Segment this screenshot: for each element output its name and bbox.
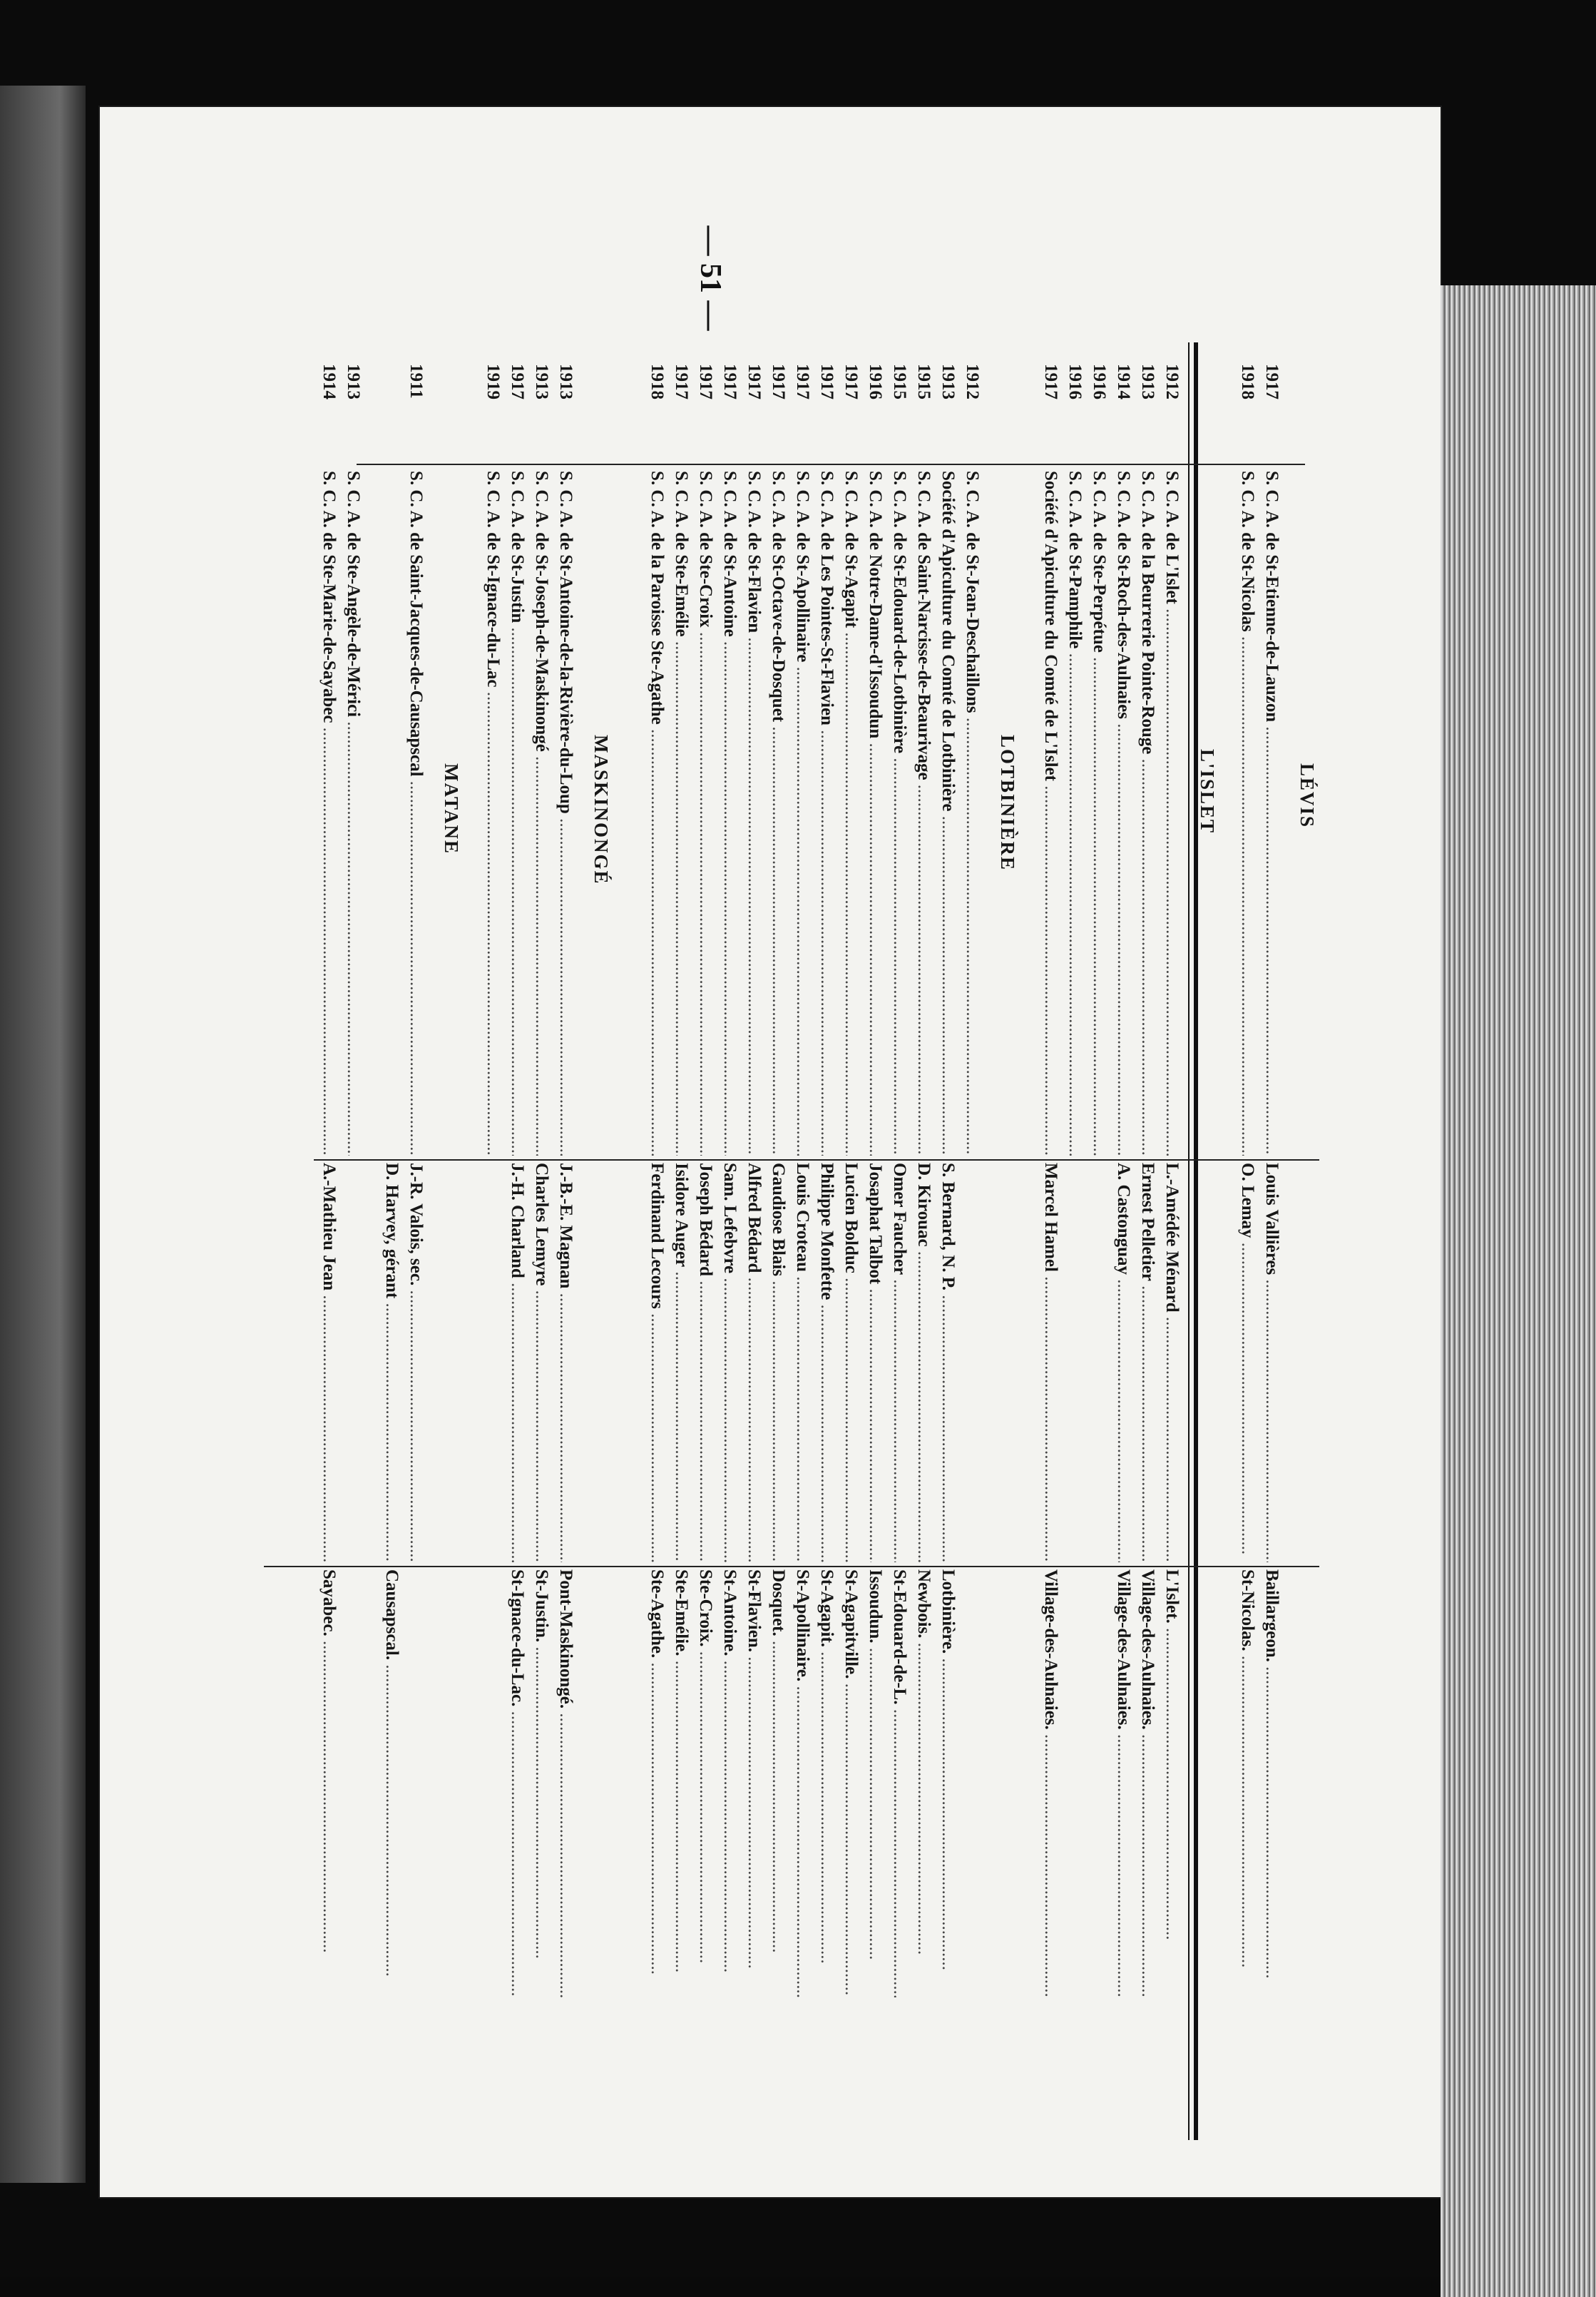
- year-cell: 1913: [344, 364, 363, 399]
- table-row: [717, 364, 742, 2005]
- place-cell: Ste-Croix. .....: [693, 1569, 717, 1997]
- society-cell: S. C. A. de Ste-Croix .....: [693, 471, 717, 1156]
- year-cell: 1913: [556, 364, 576, 399]
- year-cell: 1916: [866, 364, 885, 399]
- table-row: [1160, 364, 1184, 2005]
- place-cell: Lotbinière. .....: [936, 1569, 960, 1997]
- society-cell: S. C. A. de St-Etienne-de-Lauzon .....: [1259, 471, 1284, 1156]
- table-row: [553, 364, 578, 2005]
- table-row: [1038, 364, 1063, 2005]
- society-cell: S. C. A. de St-Pamphile .....: [1063, 471, 1087, 1156]
- section-title: MATANE: [441, 763, 462, 855]
- place-cell: Newbois. .....: [911, 1569, 936, 1997]
- place-cell: St-Ignace-du-Lac. .....: [505, 1569, 529, 1997]
- table-row: [1259, 364, 1284, 2005]
- place-cell: St-Edouard-de-L. .....: [887, 1569, 911, 1997]
- year-cell: 1917: [672, 364, 691, 399]
- person-cell: D. Kirouac .....: [911, 1163, 936, 1562]
- person-cell: Louis Vallières .....: [1259, 1163, 1284, 1562]
- table-row: [505, 364, 529, 2005]
- society-cell: S. C. A. de Ste-Marie-de-Sayabec .....: [317, 471, 341, 1156]
- society-cell: S. C. A. de la Beurrerie Pointe-Rouge .....: [1135, 471, 1160, 1156]
- year-cell: 1917: [720, 364, 740, 399]
- table-row: [766, 364, 790, 2005]
- year-cell: 1914: [1114, 364, 1133, 399]
- book-page: [100, 107, 1441, 2197]
- society-cell: Société d'Apiculture du Comté de Lotbinière .....: [936, 471, 960, 1156]
- person-cell: Charles Lemyre .....: [529, 1163, 553, 1562]
- table-row: [481, 364, 505, 2005]
- year-cell: 1917: [508, 364, 527, 399]
- year-cell: 1915: [914, 364, 933, 399]
- society-cell: S. C. A. de St-Ignace-du-Lac .....: [481, 471, 505, 1156]
- table-row: [790, 364, 814, 2005]
- place-cell: St-Agapit. .....: [814, 1569, 839, 1997]
- year-cell: 1913: [938, 364, 958, 399]
- society-cell: S. C. A. de St-Roch-des-Aulnaies .....: [1111, 471, 1135, 1156]
- place-cell: Pont-Maskinongé. .....: [553, 1569, 578, 1997]
- table-row: [404, 364, 428, 2005]
- society-cell: S. C. A. de St-Apollinaire .....: [790, 471, 814, 1156]
- year-cell: 1913: [1138, 364, 1157, 399]
- year-cell: 1916: [1065, 364, 1085, 399]
- person-cell: S. Bernard, N. P. .....: [936, 1163, 960, 1562]
- place-cell: Ste-Agathe. .....: [645, 1569, 669, 1997]
- section-title: LOTBINIÈRE: [997, 735, 1018, 872]
- section-title: L'ISLET: [1197, 749, 1218, 835]
- table-row: [529, 364, 553, 2005]
- year-cell: 1917: [745, 364, 764, 399]
- table-row: [839, 364, 863, 2005]
- section-title: LÉVIS: [1296, 763, 1318, 829]
- person-cell: Louis Croteau .....: [790, 1163, 814, 1562]
- person-cell: Ferdinand Lecours .....: [645, 1163, 669, 1562]
- table-row: [669, 364, 693, 2005]
- society-cell: S. C. A. de St-Joseph-de-Maskinongé .....: [529, 471, 553, 1156]
- society-cell: S. C. A. de Saint-Jacques-de-Causapscal .....: [404, 471, 428, 1156]
- page-number: — 51 —: [694, 225, 727, 331]
- person-cell: J.-B.-E. Magnan .....: [553, 1163, 578, 1562]
- place-cell: St-Justin. .....: [529, 1569, 553, 1997]
- table-row: [887, 364, 911, 2005]
- person-cell: A. Castonguay .....: [1111, 1163, 1135, 1562]
- page-stack-edge: [1441, 285, 1596, 2297]
- table-row: [693, 364, 717, 2005]
- table-row: [863, 364, 887, 2005]
- year-cell: 1917: [1041, 364, 1060, 399]
- year-cell: 1912: [963, 364, 982, 399]
- place-cell: Causapscal. .....: [379, 1569, 404, 1997]
- table-row: [1063, 364, 1087, 2005]
- table-row: [1235, 364, 1259, 2005]
- year-cell: 1917: [817, 364, 837, 399]
- person-cell: A.-Mathieu Jean .....: [317, 1163, 341, 1562]
- year-cell: 1917: [696, 364, 715, 399]
- person-cell: Isidore Auger .....: [669, 1163, 693, 1562]
- table-row: [645, 364, 669, 2005]
- table-row: [341, 364, 365, 2005]
- person-cell: Ernest Pelletier .....: [1135, 1163, 1160, 1562]
- section-title: MASKINONGÉ: [590, 735, 612, 885]
- society-cell: S. C. A. de Saint-Narcisse-de-Beaurivage .....: [911, 471, 936, 1156]
- society-cell: S. C. A. de St-Justin .....: [505, 471, 529, 1156]
- society-cell: S. C. A. de Notre-Dame-d'Issoudun .....: [863, 471, 887, 1156]
- person-cell: Sam. Lefebvre .....: [717, 1163, 742, 1562]
- table-row: [911, 364, 936, 2005]
- table-row: [960, 364, 984, 2005]
- place-cell: Dosquet. .....: [766, 1569, 790, 1997]
- table-row: [1135, 364, 1160, 2005]
- person-cell: J.-R. Valois, sec. .....: [404, 1163, 428, 1562]
- left-page-edge: [0, 86, 86, 2183]
- place-cell: St-Agapitville. .....: [839, 1569, 863, 1997]
- year-cell: 1919: [484, 364, 503, 399]
- society-cell: Société d'Apiculture du Comté de L'Islet .....: [1038, 471, 1063, 1156]
- year-cell: 1917: [793, 364, 812, 399]
- society-cell: S. C. A. de St-Antoine-de-la-Rivière-du-Loup .....: [553, 471, 578, 1156]
- person-cell: Philippe Monfette .....: [814, 1163, 839, 1562]
- table-row: [1111, 364, 1135, 2005]
- table-row: [936, 364, 960, 2005]
- society-cell: S. C. A. de Les Pointes-St-Flavien .....: [814, 471, 839, 1156]
- year-cell: 1917: [1262, 364, 1282, 399]
- society-cell: S. C. A. de L'Islet .....: [1160, 471, 1184, 1156]
- place-cell: Village-des-Aulnaies. .....: [1135, 1569, 1160, 1997]
- table-row: [1087, 364, 1111, 2005]
- place-cell: Issoudun. .....: [863, 1569, 887, 1997]
- person-cell: Gaudiose Blais .....: [766, 1163, 790, 1562]
- table-row: [742, 364, 766, 2005]
- person-cell: Lucien Bolduc .....: [839, 1163, 863, 1562]
- society-cell: S. C. A. de St-Nicolas .....: [1235, 471, 1259, 1156]
- place-cell: Village-des-Aulnaies. .....: [1111, 1569, 1135, 1997]
- place-cell: L'Islet. .....: [1160, 1569, 1184, 1997]
- society-cell: S. C. A. de la Paroisse Ste-Agathe .....: [645, 471, 669, 1156]
- year-cell: 1913: [532, 364, 551, 399]
- table-row: [379, 364, 404, 2005]
- person-cell: Omer Faucher .....: [887, 1163, 911, 1562]
- place-cell: Sayabec. .....: [317, 1569, 341, 1997]
- person-cell: D. Harvey, gérant .....: [379, 1163, 404, 1562]
- place-cell: St-Apollinaire. .....: [790, 1569, 814, 1997]
- table-row: [814, 364, 839, 2005]
- table-row: [317, 364, 341, 2005]
- person-cell: Alfred Bédard .....: [742, 1163, 766, 1562]
- society-cell: S. C. A. de St-Octave-de-Dosquet .....: [766, 471, 790, 1156]
- year-cell: 1918: [648, 364, 667, 399]
- person-cell: O. Lemay .....: [1235, 1163, 1259, 1562]
- year-cell: 1912: [1162, 364, 1182, 399]
- society-cell: S. C. A. de St-Flavien .....: [742, 471, 766, 1156]
- society-cell: S. C. A. de St-Edouard-de-Lotbinière .....: [887, 471, 911, 1156]
- person-cell: Marcel Hamel .....: [1038, 1163, 1063, 1562]
- place-cell: St-Flavien. .....: [742, 1569, 766, 1997]
- place-cell: St-Nicolas. .....: [1235, 1569, 1259, 1997]
- place-cell: St-Antoine. .....: [717, 1569, 742, 1997]
- society-cell: S. C. A. de St-Agapit .....: [839, 471, 863, 1156]
- year-cell: 1911: [406, 364, 426, 399]
- society-cell: S. C. A. de St-Jean-Deschaillons .....: [960, 471, 984, 1156]
- person-cell: J.-H. Charland .....: [505, 1163, 529, 1562]
- society-cell: S. C. A. de Ste-Emélie .....: [669, 471, 693, 1156]
- year-cell: 1915: [890, 364, 909, 399]
- society-cell: S. C. A. de St-Antoine .....: [717, 471, 742, 1156]
- person-cell: L.-Amédée Ménard .....: [1160, 1163, 1184, 1562]
- place-cell: Baillargeon. .....: [1259, 1569, 1284, 1997]
- person-cell: Joseph Bédard .....: [693, 1163, 717, 1562]
- place-cell: Village-des-Aulnaies. .....: [1038, 1569, 1063, 1997]
- place-cell: Ste-Emélie. .....: [669, 1569, 693, 1997]
- society-table: [178, 364, 1319, 2147]
- year-cell: 1917: [842, 364, 861, 399]
- year-cell: 1914: [319, 364, 339, 399]
- rotated-page-content: [100, 107, 1441, 2197]
- year-cell: 1917: [769, 364, 788, 399]
- society-cell: S. C. A. de Ste-Perpétue .....: [1087, 471, 1111, 1156]
- society-cell: S. C. A. de Ste-Angèle-de-Mérici .....: [341, 471, 365, 1156]
- year-cell: 1916: [1090, 364, 1109, 399]
- person-cell: Josaphat Talbot .....: [863, 1163, 887, 1562]
- year-cell: 1918: [1238, 364, 1257, 399]
